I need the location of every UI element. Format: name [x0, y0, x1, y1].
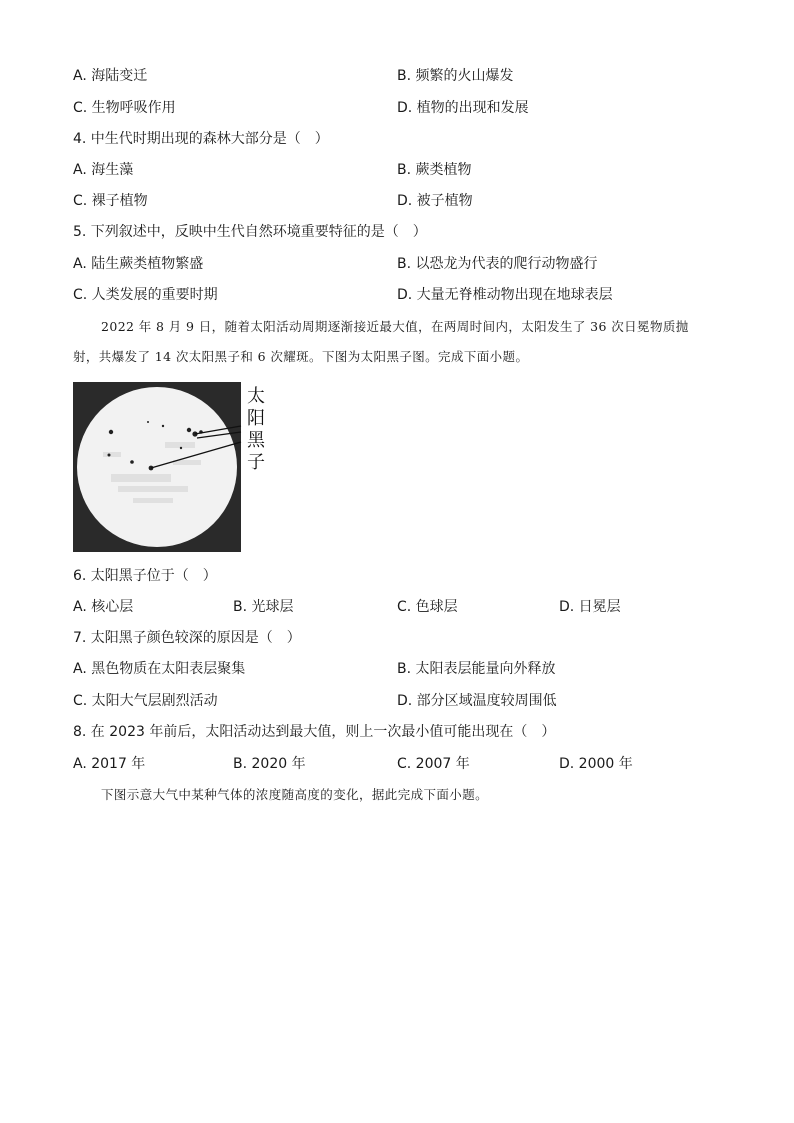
q5-option-b: B. 以恐龙为代表的爬行动物盛行 [397, 256, 598, 272]
q5-stem: 5. 下列叙述中，反映中生代自然环境重要特征的是（ ） [73, 224, 427, 240]
q4-option-a: A. 海生藻 [73, 162, 134, 178]
sunspot [187, 428, 191, 432]
passage-2-line-1: 下图示意大气中某种气体的浓度随高度的变化，据此完成下面小题。 [101, 787, 489, 802]
q5-option-d: D. 大量无脊椎动物出现在地球表层 [397, 287, 613, 303]
q5-option-a: A. 陆生蕨类植物繁盛 [73, 256, 204, 272]
q7-stem: 7. 太阳黑子颜色较深的原因是（ ） [73, 630, 301, 646]
q7-option-c: C. 太阳大气层剧烈活动 [73, 693, 218, 709]
q6-option-a: A. 核心层 [73, 599, 134, 615]
q5-option-c: C. 人类发展的重要时期 [73, 287, 218, 303]
q3-option-a: A. 海陆变迁 [73, 68, 148, 84]
q3-option-b: B. 频繁的火山爆发 [397, 68, 514, 84]
q4-stem: 4. 中生代时期出现的森林大部分是（ ） [73, 131, 329, 147]
q8-option-b: B. 2020 年 [233, 756, 306, 772]
passage-1-line-1: 2022 年 8 月 9 日，随着太阳活动周期逐渐接近最大值，在两周时间内，太阳发生了 36 次日冕物质抛 [101, 319, 689, 334]
sunspot-figure [73, 382, 268, 552]
q4-option-d: D. 被子植物 [397, 193, 473, 209]
q7-option-d: D. 部分区域温度较周围低 [397, 693, 557, 709]
q7-option-a: A. 黑色物质在太阳表层聚集 [73, 661, 246, 677]
sunspot-label-char: 太 [247, 386, 265, 407]
sunspot [109, 430, 113, 434]
q3-option-c: C. 生物呼吸作用 [73, 100, 176, 116]
sunspot [162, 425, 164, 427]
q8-option-d: D. 2000 年 [559, 756, 633, 772]
sun-disk [77, 387, 237, 547]
q6-option-c: C. 色球层 [397, 599, 458, 615]
sunspot [180, 447, 182, 449]
sunspot-label-char: 阳 [247, 408, 265, 429]
q6-option-d: D. 日冕层 [559, 599, 621, 615]
sunspot-label-char: 子 [247, 452, 265, 473]
sunspot [108, 454, 111, 457]
sunspot [130, 460, 134, 464]
q6-stem: 6. 太阳黑子位于（ ） [73, 568, 217, 584]
q3-option-d: D. 植物的出现和发展 [397, 100, 529, 116]
passage-1-line-2: 射，共爆发了 14 次太阳黑子和 6 次耀斑。下图为太阳黑子图。完成下面小题。 [73, 349, 529, 364]
sunspot [147, 421, 149, 423]
q8-stem: 8. 在 2023 年前后，太阳活动达到最大值，则上一次最小值可能出现在（ ） [73, 724, 556, 740]
q8-option-a: A. 2017 年 [73, 756, 146, 772]
q8-option-c: C. 2007 年 [397, 756, 470, 772]
q7-option-b: B. 太阳表层能量向外释放 [397, 661, 556, 677]
q4-option-c: C. 裸子植物 [73, 193, 148, 209]
q6-option-b: B. 光球层 [233, 599, 294, 615]
sunspot-label [245, 386, 267, 474]
sunspot-label-char: 黑 [247, 430, 265, 451]
q4-option-b: B. 蕨类植物 [397, 162, 472, 178]
